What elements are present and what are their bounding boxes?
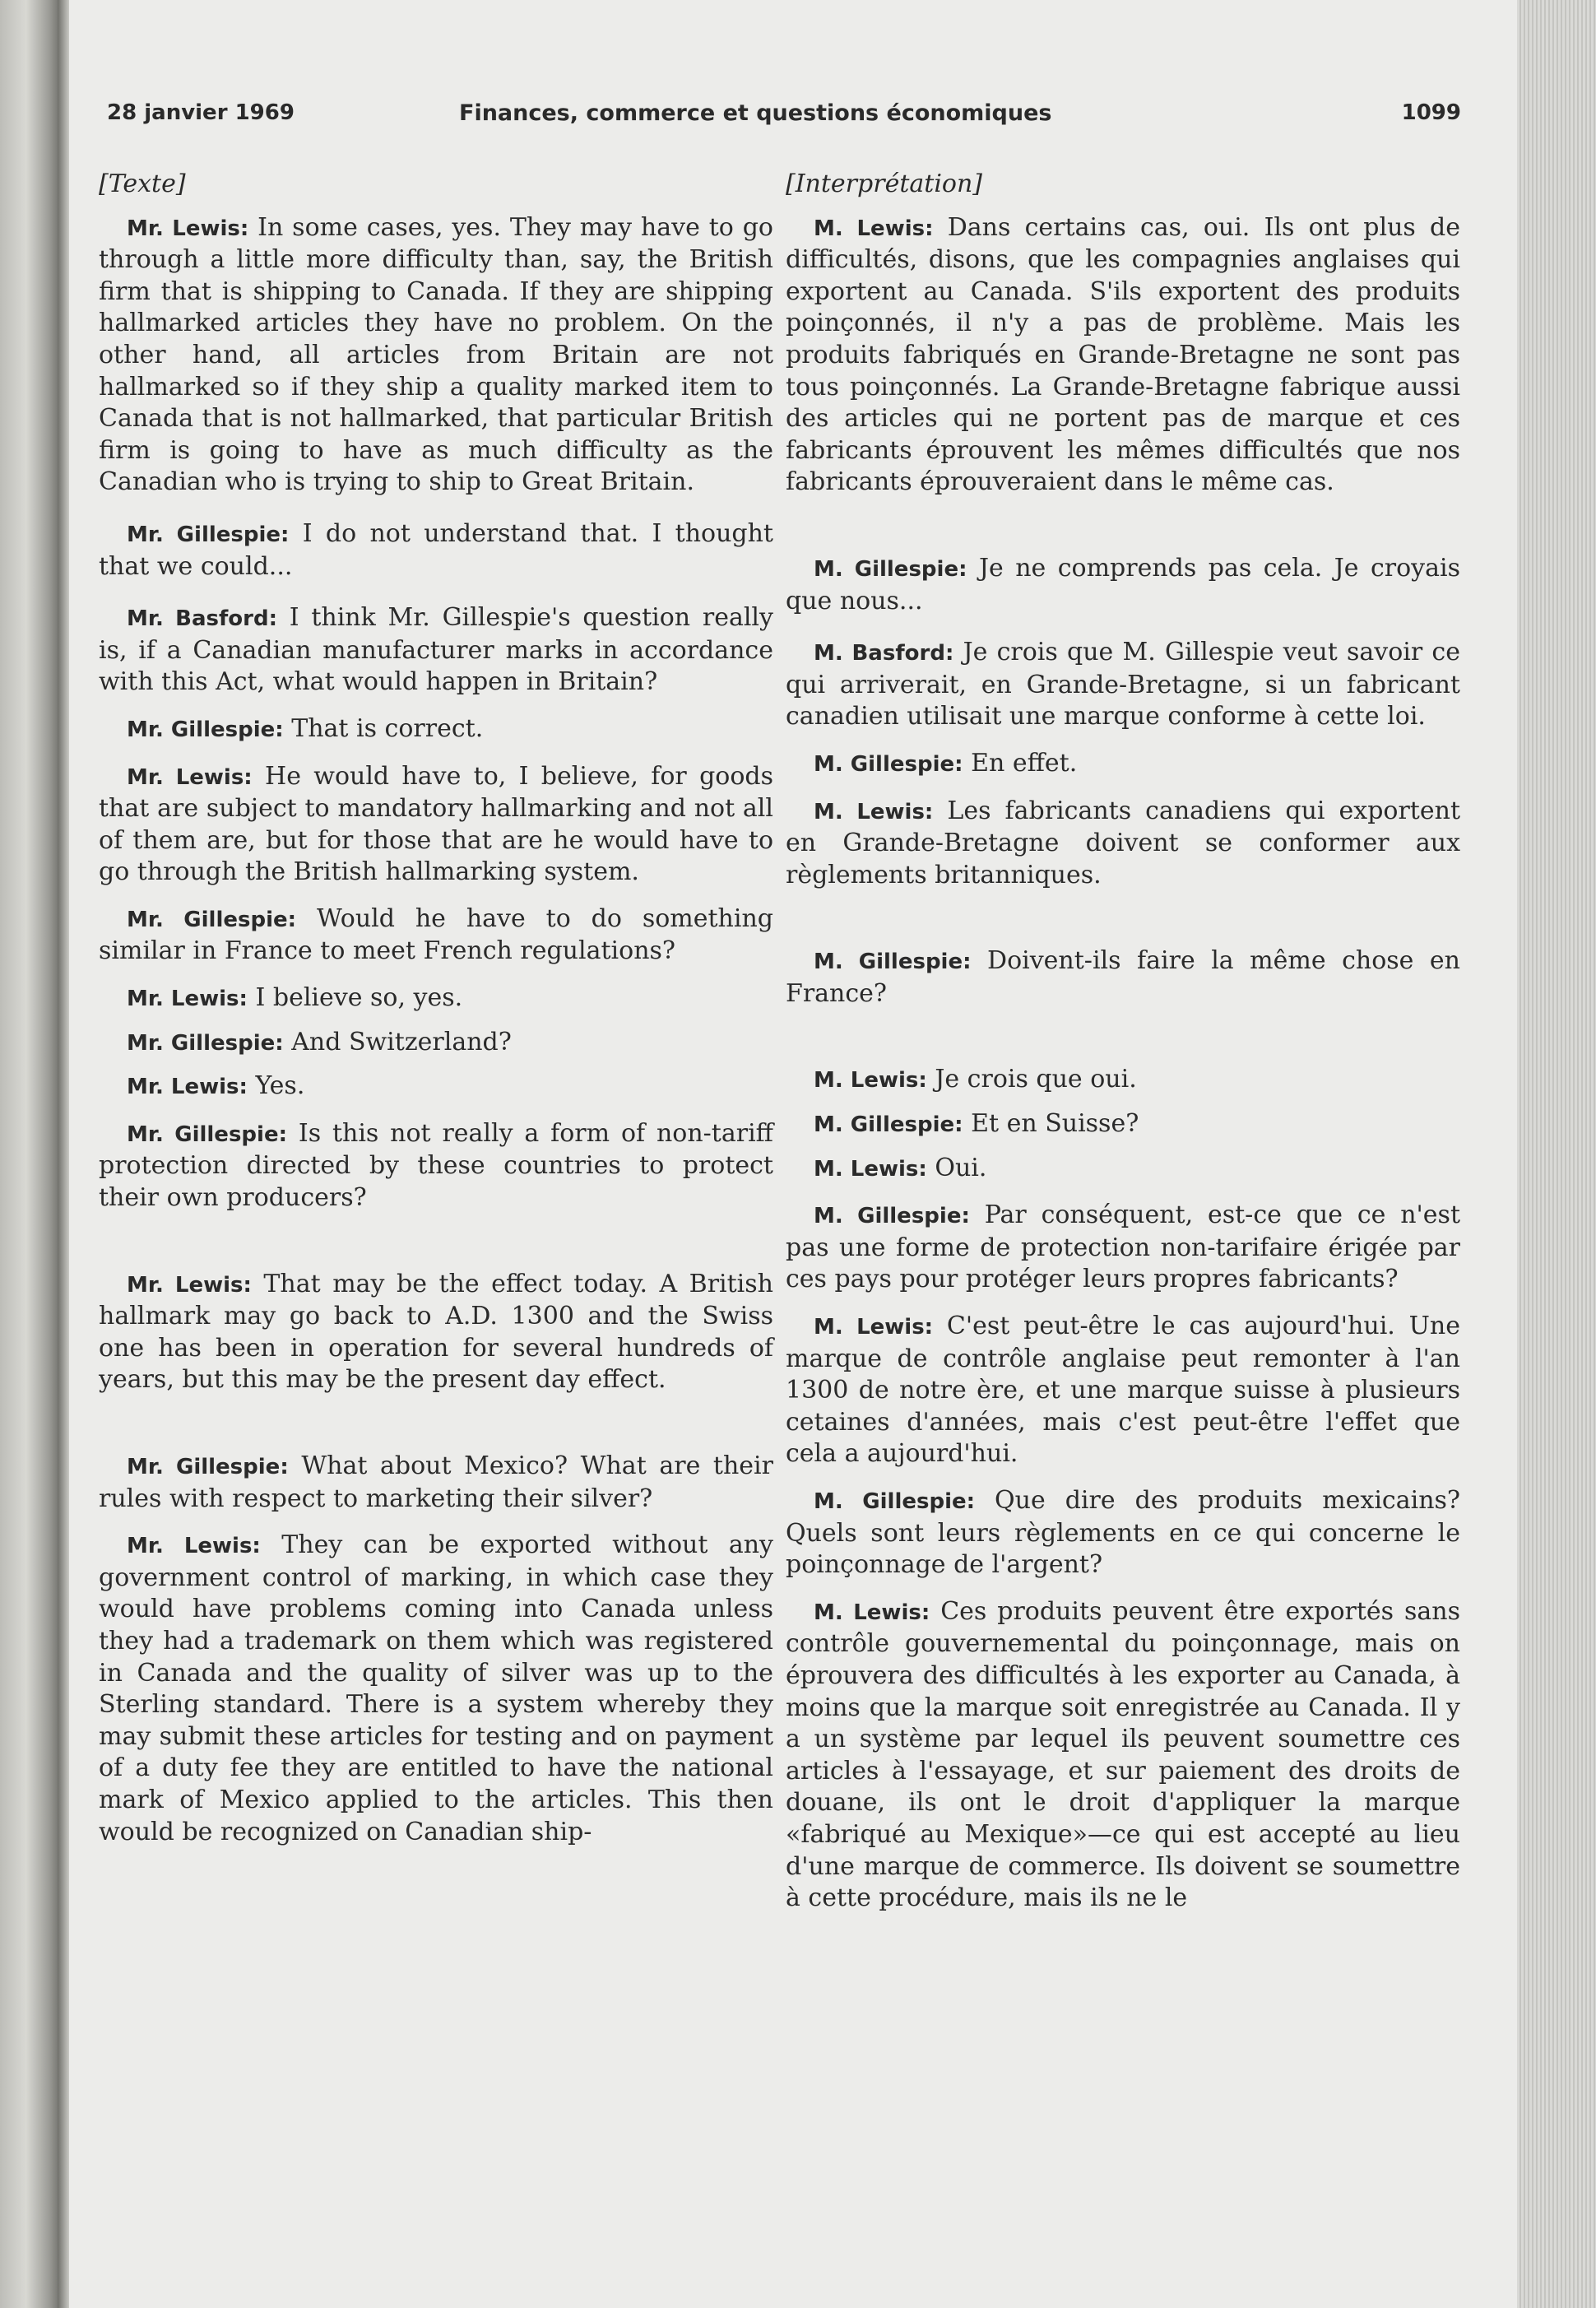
- running-header: [107, 100, 1464, 142]
- paragraph: [786, 748, 1460, 781]
- paragraph: [99, 1118, 773, 1214]
- paragraph: [786, 796, 1460, 892]
- speaker: Mr. Gillespie:: [127, 717, 284, 742]
- speech: Is this not really a form of non-tariff protection directed by these countries to protect their own producers?: [99, 1118, 773, 1213]
- speech: And Switzerland?: [291, 1027, 512, 1056]
- paragraph: [786, 945, 1460, 1010]
- speaker: Mr. Lewis:: [127, 216, 249, 241]
- paragraph: [99, 982, 773, 1015]
- speech: En effet.: [971, 748, 1078, 778]
- header-date: 28 janvier 1969: [107, 100, 295, 125]
- paragraph: [786, 553, 1460, 617]
- speaker: M. Lewis:: [814, 1156, 927, 1182]
- paragraph: [99, 602, 773, 699]
- paragraph: [99, 903, 773, 968]
- paragraph: [99, 212, 773, 499]
- speech: I do not understand that. I thought that we could...: [99, 518, 773, 581]
- english-column: [99, 169, 773, 1848]
- speech: Je crois que M. Gillespie veut savoir ce qui arriverait, en Grande-Bretagne, si un fabricant canadien utilisait une marque conforme à cette loi.: [786, 638, 1460, 731]
- speech: Que dire des produits mexicains? Quels sont leurs règlements en ce qui concerne le poinçonnage de l'argent?: [786, 1486, 1460, 1580]
- paragraph: [99, 1070, 773, 1103]
- paragraph: [786, 1200, 1460, 1296]
- speaker: Mr. Gillespie:: [127, 1121, 287, 1147]
- paragraph: [786, 637, 1460, 733]
- speech: Je ne comprends pas cela. Je croyais que nous...: [786, 553, 1460, 615]
- speaker: Mr. Gillespie:: [127, 1030, 284, 1056]
- paragraph: [786, 1153, 1460, 1186]
- speech: Oui.: [935, 1153, 987, 1182]
- speech: I think Mr. Gillespie's question really is, if a Canadian manufacturer marks in accordance with this Act, what would happen in Britain?: [99, 603, 773, 697]
- paragraph: [786, 212, 1460, 499]
- paragraph: [99, 518, 773, 583]
- speaker: Mr. Basford:: [127, 606, 277, 632]
- speaker: M. Gillespie:: [814, 1112, 963, 1138]
- speaker: M. Lewis:: [814, 1315, 934, 1340]
- speaker: Mr. Gillespie:: [127, 1455, 289, 1479]
- speech: Yes.: [255, 1071, 305, 1101]
- french-column: [786, 169, 1460, 1915]
- speaker: M. Gillespie:: [814, 1204, 970, 1229]
- speaker: Mr. Gillespie:: [127, 522, 290, 547]
- paragraph: [786, 1064, 1460, 1097]
- speech: Et en Suisse?: [971, 1109, 1139, 1139]
- speech: Ces produits peuvent être exportés sans contrôle gouvernemental du poinçonnage, mais on éprouvera des difficultés à les exporter au Canada, à moins que la marque soit enregistrée au Canada. Il y a un système par lequel ils peuvent soumettre ces articles à l'essayage, et sur paiement des droits de douane, ils ont le droit d'appliquer la marque «fabriqué au Mexique»—ce qui est accepté au lieu d'une marque de commerce. Ils doivent se soumettre à cette procédure, mais ils ne le: [786, 1596, 1460, 1913]
- paragraph: [99, 1530, 773, 1848]
- page-stack-edge: [1517, 0, 1596, 2308]
- paragraph: [99, 1451, 773, 1515]
- column-label: [Texte]: [99, 170, 186, 198]
- speech: In some cases, yes. They may have to go through a little more difficulty than, say, the British firm that is shipping to Canada. If they are shipping hallmarked articles they have no problem. On the other hand, all articles from Britain are not hallmarked so if they ship a quality marked item to Canada that is not hallmarked, that particular British firm is going to have as much difficulty as the Canadian who is trying to ship to Great Britain.: [99, 212, 773, 497]
- speaker: M. Lewis:: [814, 799, 934, 824]
- page-number: 1099: [1401, 100, 1461, 125]
- speech: Dans certains cas, oui. Ils ont plus de difficultés, disons, que les compagnies anglaises qui exportent au Canada. S'ils exportent des produits poinçonnés, il n'y a pas de problème. Mais les produits fabriqués en Grande-Bretagne ne sont pas tous poinçonnés. La Grande-Bretagne fabrique aussi des articles qui ne portent pas de marque et ces fabricants éprouvent les mêmes difficultés que nos fabricants éprouveraient dans le même cas.: [786, 212, 1460, 497]
- speaker: Mr. Gillespie:: [127, 907, 297, 932]
- binding-shadow: [58, 0, 69, 2308]
- speech: They can be exported without any government control of marking, in which case they would have problems coming into Canada unless they had a trademark on them which was registered in Canada and the quality of silver was up to the Sterling standard. There is a system whereby they may submit these articles for testing and on payment of a duty fee they are entitled to have the national mark of Mexico applied to the articles. This then would be recognized on Canadian ship-: [99, 1530, 773, 1846]
- speaker: Mr. Lewis:: [127, 987, 248, 1012]
- speech: I believe so, yes.: [255, 983, 463, 1013]
- speaker: Mr. Lewis:: [127, 1272, 252, 1298]
- speech: Would he have to do something similar in France to meet French regulations?: [99, 903, 773, 966]
- header-title: Finances, commerce et questions économiques: [459, 100, 1052, 126]
- speaker: M. Gillespie:: [814, 1489, 976, 1514]
- speech: What about Mexico? What are their rules with respect to marketing their silver?: [99, 1451, 773, 1513]
- paragraph: [786, 1108, 1460, 1141]
- paragraph: [99, 761, 773, 889]
- speaker: M. Lewis:: [814, 1600, 930, 1625]
- speaker: Mr. Lewis:: [127, 1534, 261, 1559]
- speech: C'est peut-être le cas aujourd'hui. Une marque de contrôle anglaise peut remonter à l'an 1300 de notre ère, et une marque suisse à plusieurs cetaines d'années, mais c'est peut-être l'effet que cela a aujourd'hui.: [786, 1312, 1460, 1469]
- paragraph: [99, 1269, 773, 1396]
- speech: That may be the effect today. A British hallmark may go back to A.D. 1300 and the Swiss one has been in operation for several hundreds of years, but this may be the present day effect.: [99, 1269, 773, 1395]
- column-label: [Interprétation]: [786, 170, 983, 198]
- paragraph: [786, 1311, 1460, 1470]
- speaker: M. Gillespie:: [814, 556, 967, 582]
- speech: That is correct.: [291, 713, 484, 743]
- speech: Par conséquent, est-ce que ce n'est pas une forme de protection non-tarifaire érigée par ces pays pour protéger leurs propres fabricants?: [786, 1200, 1460, 1294]
- paragraph: [786, 1485, 1460, 1581]
- speaker: M. Gillespie:: [814, 950, 972, 975]
- book-binding: [0, 0, 58, 2308]
- speaker: M. Basford:: [814, 641, 954, 666]
- paragraph: [99, 1027, 773, 1060]
- speech: He would have to, I believe, for goods that are subject to mandatory hallmarking and not all of them are, but for those that are he would have to go through the British hallmarking system.: [99, 761, 773, 887]
- speaker: M. Lewis:: [814, 1068, 927, 1094]
- speaker: M. Gillespie:: [814, 751, 963, 777]
- speaker: Mr. Lewis:: [127, 764, 253, 790]
- paragraph: [99, 713, 773, 746]
- speech: Doivent-ils faire la même chose en France?: [786, 946, 1460, 1008]
- speaker: M. Lewis:: [814, 216, 934, 241]
- speech: Je crois que oui.: [935, 1065, 1137, 1094]
- speaker: Mr. Lewis:: [127, 1075, 248, 1100]
- paragraph: [786, 1596, 1460, 1915]
- speech: Les fabricants canadiens qui exportent en Grande-Bretagne doivent se conformer aux règlements britanniques.: [786, 796, 1460, 889]
